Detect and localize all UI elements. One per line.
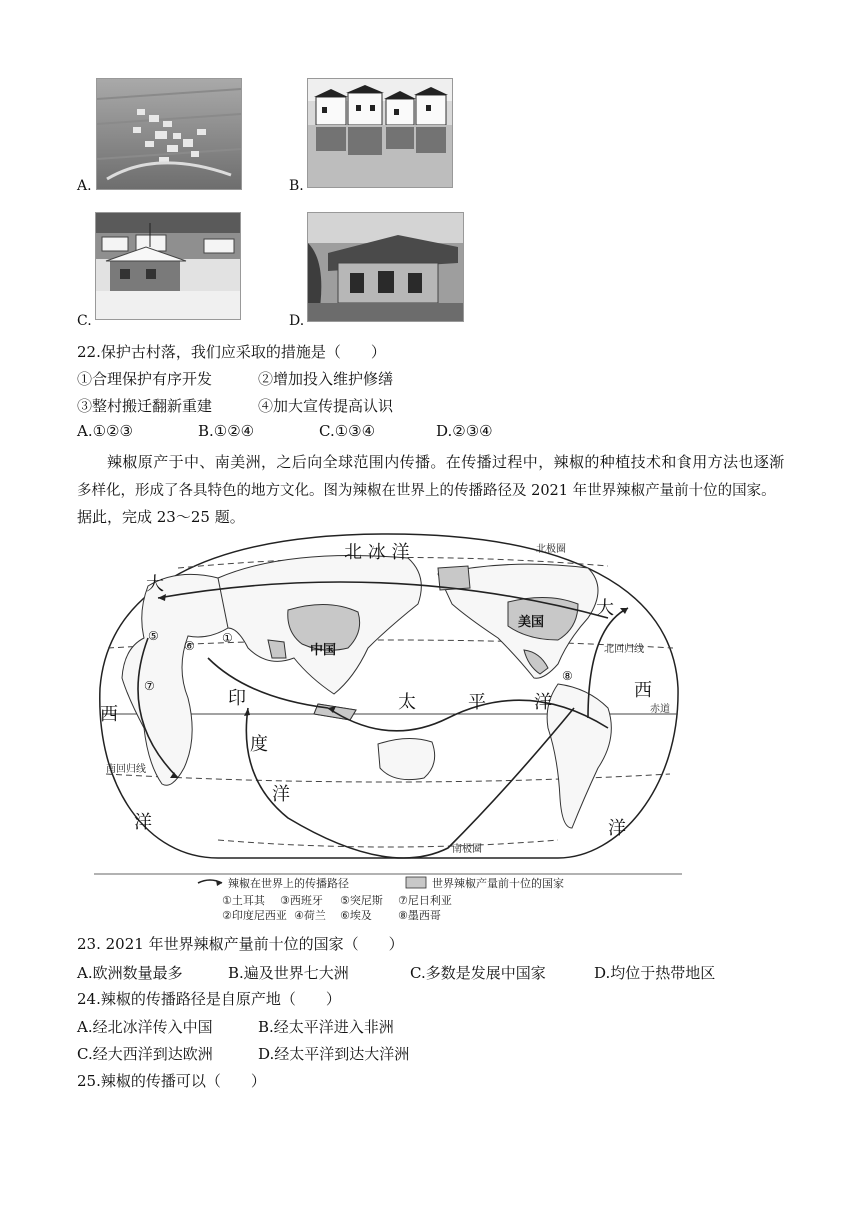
q22-option-3: ③整村搬迁翻新重建 (77, 397, 213, 415)
q24-choice-c: C.经大西洋到达欧洲 (77, 1045, 213, 1063)
label-tropic-cancer: 北回归线 (604, 644, 644, 655)
label-tropic-capricorn: 南回归线 (106, 764, 146, 775)
q22-stem: 22.保护古村落，我们应采取的措施是（ ） (77, 343, 386, 361)
marker-nigeria: ⑦ (144, 679, 155, 693)
legend-item-8: ⑧墨西哥 (398, 909, 441, 920)
label-indian-1: 印 (228, 688, 246, 709)
q24-stem: 24.辣椒的传播路径是自原产地（ ） (77, 990, 341, 1008)
world-map-figure (88, 528, 688, 920)
label-indian-2: 度 (250, 734, 268, 755)
q22-choice-b: B.①②④ (198, 422, 255, 440)
q23-choice-d: D.均位于热带地区 (594, 964, 716, 982)
label-atlantic-e-3: 洋 (608, 818, 626, 839)
label-atlantic-w-3: 洋 (134, 812, 152, 833)
legend-item-3: ③西班牙 (280, 894, 323, 907)
q23-choice-a: A.欧洲数量最多 (77, 964, 183, 982)
q22-option-4: ④加大宣传提高认识 (258, 397, 394, 415)
q23-stem: 23. 2021 年世界辣椒产量前十位的国家（ ） (77, 935, 404, 953)
photo-a-village-aerial (96, 78, 242, 190)
legend-item-2: ②印度尼西亚 (222, 909, 287, 920)
q24-choice-b: B.经太平洋进入非洲 (258, 1018, 394, 1036)
photo-a-label: A. (77, 178, 92, 194)
marker-turkey: ① (222, 631, 233, 645)
label-pacific-3: 洋 (534, 692, 552, 713)
legend-top10-swatch (406, 877, 426, 888)
label-equator: 赤道 (650, 704, 670, 715)
q23-choice-b: B.遍及世界七大洲 (228, 964, 349, 982)
marker-tunisia: ⑤ (148, 629, 159, 643)
passage-line-2: 多样化，形成了各具特色的地方文化。图为辣椒在世界上的传播路径及 2021 年世界辣椒产量前十位的国家。 (77, 483, 776, 499)
q22-choice-c: C.①③④ (319, 422, 376, 440)
legend-route-text: 辣椒在世界上的传播路径 (228, 877, 349, 890)
label-china: 中国 (310, 643, 337, 658)
legend-item-1: ①土耳其 (222, 894, 265, 907)
legend-item-7: ⑦尼日利亚 (398, 894, 452, 907)
q22-option-1: ①合理保护有序开发 (77, 370, 213, 388)
photo-d-stone-houses (307, 212, 464, 322)
australia-shape (378, 738, 435, 779)
q22-choice-d: D.②③④ (436, 422, 493, 440)
photo-b-label: B. (289, 178, 304, 194)
legend-item-4: ④荷兰 (294, 909, 326, 920)
photo-d-label: D. (289, 313, 305, 329)
passage-line-3: 据此，完成 23～25 题。 (77, 508, 245, 526)
q22-choice-a: A.①②③ (77, 422, 133, 440)
label-pacific-2: 平 (468, 692, 486, 713)
chili-spread-map (88, 528, 688, 920)
legend-item-6: ⑥埃及 (340, 909, 372, 920)
label-atlantic-e-2: 西 (634, 680, 652, 701)
q25-stem: 25.辣椒的传播可以（ ） (77, 1072, 266, 1090)
label-arctic-circle: 北极圈 (536, 544, 566, 555)
label-indian-3: 洋 (272, 784, 290, 805)
q24-choice-d: D.经太平洋到达大洋洲 (258, 1045, 410, 1063)
label-atlantic-e-1: 大 (596, 598, 614, 619)
label-usa: 美国 (518, 615, 545, 630)
marker-mexico: ⑧ (562, 669, 573, 683)
passage-line-1: 辣椒原产于中、南美洲，之后向全球范围内传播。在传播过程中，辣椒的种植技术和食用方法也逐渐 (107, 453, 785, 471)
label-atlantic-w-2: 西 (100, 704, 118, 725)
label-pacific-1: 太 (398, 692, 416, 713)
photo-b-waterside-houses (307, 78, 453, 188)
label-atlantic-w-1: 大 (146, 574, 164, 595)
legend-item-5: ⑤突尼斯 (340, 894, 383, 907)
legend-top10-text: 世界辣椒产量前十位的国家 (432, 877, 564, 890)
label-antarctic-circle: 南极圈 (452, 844, 482, 855)
q24-choice-a: A.经北冰洋传入中国 (77, 1018, 213, 1036)
q23-choice-c: C.多数是发展中国家 (410, 964, 546, 982)
label-arctic-ocean: 北 冰 洋 (344, 542, 410, 563)
marker-egypt: ⑥ (184, 639, 195, 653)
photo-c-snowy-cabin (95, 212, 241, 320)
q22-option-2: ②增加投入维护修缮 (258, 370, 394, 388)
photo-c-label: C. (77, 313, 92, 329)
